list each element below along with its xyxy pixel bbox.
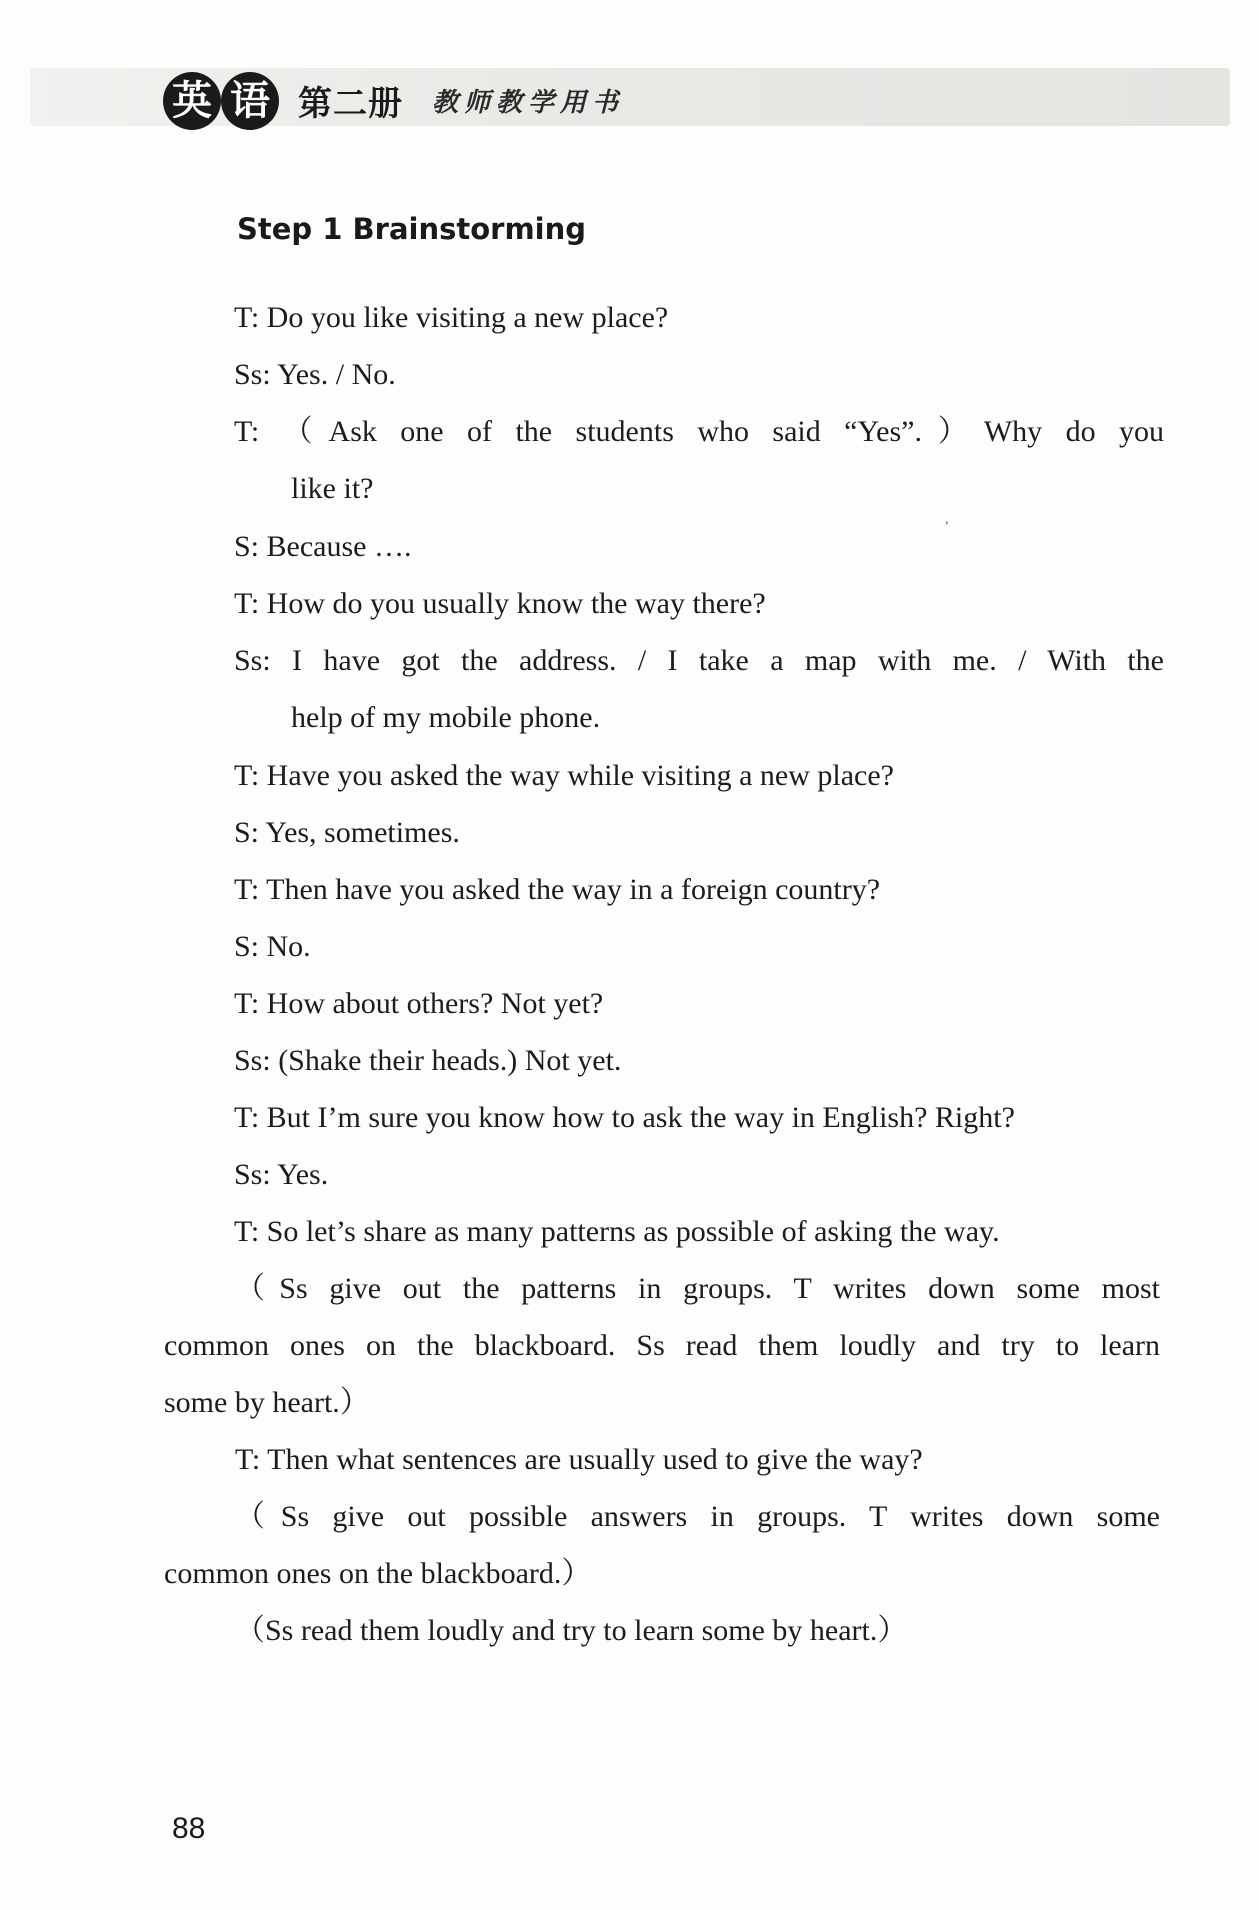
stage-direction-line: some by heart.） xyxy=(164,1386,370,1419)
header-volume: 第二册 xyxy=(298,84,403,124)
stage-direction-line: common ones on the blackboard. Ss read them loudly and try to learn xyxy=(164,1329,1160,1362)
dialogue-line: T: （Ask one of the students who said “Yes”.）Why do you xyxy=(234,415,1164,448)
stage-direction-line: （Ss give out the patterns in groups. T writes down some most xyxy=(235,1272,1160,1305)
dialogue-line: S: Yes, sometimes. xyxy=(234,816,460,849)
page-number: 88 xyxy=(172,1812,206,1845)
header-logo-char-1: 英 xyxy=(163,72,221,130)
dialogue-line: T: Do you like visiting a new place? xyxy=(234,301,669,334)
dialogue-line: T: Then have you asked the way in a foreign country? xyxy=(234,873,881,906)
stage-direction-line: （Ss read them loudly and try to learn some by heart.） xyxy=(235,1614,908,1647)
dialogue-line: help of my mobile phone. xyxy=(291,701,601,734)
dialogue-line: T: Have you asked the way while visiting a new place? xyxy=(234,759,894,792)
dialogue-line: T: How about others? Not yet? xyxy=(234,987,604,1020)
dialogue-line: T: So let’s share as many patterns as possible of asking the way. xyxy=(234,1215,1000,1248)
dialogue-line: S: No. xyxy=(234,930,311,963)
dialogue-line: T: But I’m sure you know how to ask the way in English? Right? xyxy=(234,1101,1015,1134)
dialogue-line: S: Because …. xyxy=(234,530,412,563)
dialogue-line: Ss: (Shake their heads.) Not yet. xyxy=(234,1044,622,1077)
dialogue-line: like it? xyxy=(291,472,374,505)
dialogue-line: T: Then what sentences are usually used to give the way? xyxy=(235,1443,923,1476)
stray-mark: , xyxy=(945,512,949,527)
header-logo-char-2: 语 xyxy=(221,72,279,130)
section-heading: Step 1 Brainstorming xyxy=(237,212,587,246)
dialogue-line: Ss: I have got the address. / I take a map with me. / With the xyxy=(234,644,1164,677)
stage-direction-line: common ones on the blackboard.） xyxy=(164,1557,592,1590)
header-subtitle: 教师教学用书 xyxy=(432,88,625,118)
dialogue-line: Ss: Yes. / No. xyxy=(234,358,396,391)
dialogue-line: T: How do you usually know the way there? xyxy=(234,587,766,620)
dialogue-line: Ss: Yes. xyxy=(234,1158,329,1191)
stage-direction-line: （Ss give out possible answers in groups. T writes down some xyxy=(235,1500,1160,1533)
